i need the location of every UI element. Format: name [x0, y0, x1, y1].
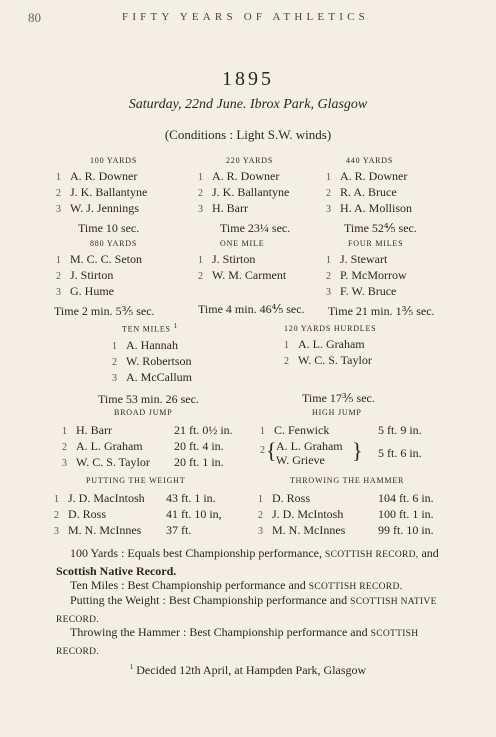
result-row	[56, 268, 196, 284]
athlete-name: A. R. Downer	[212, 169, 280, 183]
result-row	[54, 507, 254, 523]
result-row	[198, 185, 328, 201]
event-title: 440 YARDS	[346, 156, 394, 165]
position: 2	[326, 271, 331, 282]
note-text: Best Championship performance and	[168, 593, 348, 607]
position: 1	[326, 172, 331, 183]
position: 3	[54, 526, 59, 537]
result-row	[326, 284, 466, 300]
position: 1	[62, 426, 67, 437]
athlete-name: M. C. C. Seton	[70, 252, 143, 266]
event-120-yards-hurdles	[284, 324, 444, 406]
position: 2	[56, 188, 61, 199]
athlete-name: J. K. Ballantyne	[212, 185, 290, 199]
athlete-name: H. Barr	[212, 201, 248, 215]
result-row	[56, 252, 196, 268]
event-one-mile	[198, 239, 328, 317]
position: 1	[56, 255, 61, 266]
record-label: SCOTTISH RECORD.	[308, 582, 403, 592]
position: 2	[56, 271, 61, 282]
record-label: SCOTTISH RECORD.	[56, 629, 419, 657]
event-title: BROAD JUMP	[114, 408, 173, 417]
right-brace: }	[352, 438, 363, 463]
event-ten-miles	[98, 322, 248, 407]
result-row	[54, 523, 254, 539]
result-row	[56, 201, 186, 217]
result-mark: 100 ft. 1 in.	[378, 507, 434, 521]
result-row	[198, 201, 328, 217]
event-title: 100 YARDS	[90, 156, 138, 165]
result-row	[62, 455, 252, 471]
position: 3	[56, 204, 61, 215]
athlete-name: W. M. Carment	[212, 268, 287, 282]
result-row	[56, 169, 186, 185]
footnote	[0, 663, 496, 678]
running-header	[28, 10, 476, 28]
athlete-name: A. Hannah	[126, 337, 178, 352]
position: 2	[198, 271, 203, 282]
result-row	[326, 185, 466, 201]
result-row	[284, 337, 444, 353]
result-row	[112, 370, 248, 386]
event-220-yards	[198, 156, 328, 236]
position: 2	[62, 442, 67, 453]
result-row	[326, 169, 466, 185]
athlete-name: W. J. Jennings	[70, 201, 139, 215]
result-mark: 5 ft. 6 in.	[378, 446, 422, 460]
note-putting-the-weight	[56, 592, 448, 628]
result-row	[62, 423, 252, 439]
athlete-name: M. N. McInnes	[68, 523, 142, 537]
position: 2	[112, 356, 117, 368]
conditions-line: (Conditions : Light S.W. winds)	[164, 127, 332, 142]
result-row	[326, 201, 466, 217]
result-row	[258, 491, 458, 507]
note-lead: Throwing the Hammer :	[70, 625, 187, 639]
event-time: Time 21 min. 1⅗ sec.	[328, 304, 435, 318]
result-row	[198, 169, 328, 185]
result-row	[258, 523, 458, 539]
position: 1	[198, 172, 203, 183]
athlete-name: C. Fenwick	[274, 423, 330, 437]
note-lead: Ten Miles :	[70, 578, 125, 592]
position: 2	[54, 510, 59, 521]
note-text: Best Championship performance and	[127, 578, 306, 592]
footnote-text: Decided 12th April, at Hampden Park, Glasgow	[136, 663, 367, 677]
athlete-name: D. Ross	[272, 491, 311, 505]
position: 1	[198, 255, 203, 266]
athlete-name: A. R. Downer	[340, 169, 408, 183]
result-mark: 21 ft. 0½ in.	[174, 423, 233, 437]
position: 2	[284, 356, 289, 367]
athlete-name: W. C. S. Taylor	[76, 455, 150, 469]
athlete-name: J. D. McIntosh	[272, 507, 344, 521]
event-broad-jump	[62, 408, 252, 471]
note-throwing-the-hammer	[56, 624, 448, 660]
result-row	[326, 252, 466, 268]
event-putting-the-weight	[54, 476, 254, 539]
event-title: 120 YARDS HURDLES	[284, 324, 377, 333]
event-time: Time 23¼ sec.	[220, 221, 291, 235]
result-mark: 99 ft. 10 in.	[378, 523, 434, 537]
position: 3	[112, 372, 117, 384]
position: 3	[198, 204, 203, 215]
running-title: FIFTY YEARS OF ATHLETICS	[122, 11, 369, 23]
position: 2	[198, 188, 203, 199]
athlete-name: G. Hume	[70, 284, 114, 298]
result-row	[284, 353, 444, 369]
result-row	[62, 439, 252, 455]
athlete-name: H. Barr	[76, 423, 112, 437]
event-title: THROWING THE HAMMER	[290, 476, 405, 485]
event-four-miles	[326, 239, 466, 319]
athlete-name: A. L. Graham	[298, 337, 365, 351]
athlete-name: W. Robertson	[126, 353, 192, 368]
event-title: 220 YARDS	[226, 156, 274, 165]
event-time: Time 52⅘ sec.	[344, 221, 417, 235]
position: 1	[326, 255, 331, 266]
event-title: TEN MILES $^1$	[122, 322, 178, 334]
left-brace: {	[266, 438, 277, 463]
position: 1	[260, 426, 265, 437]
athlete-name: A. R. Downer	[70, 169, 138, 183]
athlete-name: M. N. McInnes	[272, 523, 346, 537]
event-880-yards	[56, 239, 196, 319]
footnote-ref: 1	[173, 322, 178, 330]
position: 3	[258, 526, 263, 537]
result-row	[54, 491, 254, 507]
event-title: PUTTING THE WEIGHT	[86, 476, 186, 485]
note-lead: Putting the Weight :	[70, 593, 166, 607]
tie-result	[260, 439, 460, 467]
athlete-name: P. McMorrow	[340, 268, 407, 282]
result-row	[326, 268, 466, 284]
event-title: HIGH JUMP	[312, 408, 362, 417]
position: 1	[54, 494, 59, 505]
record-label: SCOTTISH RECORD,	[324, 550, 419, 560]
athlete-name: F. W. Bruce	[340, 284, 397, 298]
event-440-yards	[326, 156, 466, 236]
result-mark: 104 ft. 6 in.	[378, 491, 434, 505]
year-heading: 1895	[222, 68, 274, 90]
athlete-name: A. McCallum	[126, 369, 192, 384]
result-mark: 20 ft. 1 in.	[174, 455, 224, 469]
note-text: Equals best Championship performance,	[127, 546, 322, 560]
event-title: ONE MILE	[220, 239, 265, 248]
footnote-mark: 1	[129, 663, 134, 671]
position: 1	[112, 340, 117, 352]
position: 3	[326, 287, 331, 298]
record-label: SCOTTISH NATIVE RECORD.	[56, 597, 437, 625]
position: 2	[258, 510, 263, 521]
result-row	[260, 423, 460, 439]
event-title: 880 YARDS	[90, 239, 138, 248]
note-text: and	[421, 546, 439, 560]
result-row	[112, 354, 248, 370]
position: 2	[260, 445, 265, 456]
athlete-name: W. Grieve	[276, 453, 325, 467]
page-number: 80	[28, 10, 41, 25]
event-100-yards	[56, 156, 186, 236]
event-title: FOUR MILES	[348, 239, 404, 248]
result-row	[258, 507, 458, 523]
position: 1	[56, 172, 61, 183]
athlete-name: D. Ross	[68, 507, 107, 521]
result-mark: 20 ft. 4 in.	[174, 439, 224, 453]
result-row	[198, 252, 328, 268]
athlete-name: J. K. Ballantyne	[70, 185, 148, 199]
result-row	[198, 268, 328, 284]
athlete-name: J. Stewart	[340, 252, 388, 266]
athlete-name: J. D. MacIntosh	[68, 491, 145, 505]
position: 3	[326, 204, 331, 215]
note-100-yards	[56, 545, 448, 579]
event-throwing-the-hammer	[258, 476, 458, 539]
result-row	[56, 284, 196, 300]
record-label-bold: Scottish Native Record.	[56, 564, 177, 578]
result-mark: 41 ft. 10 in,	[166, 507, 222, 521]
result-row	[56, 185, 186, 201]
note-lead: 100 Yards :	[70, 546, 125, 560]
position: 1	[258, 494, 263, 505]
event-time: Time 4 min. 46⅘ sec.	[198, 302, 305, 316]
result-mark: 37 ft.	[166, 523, 192, 537]
event-time: Time 17⅗ sec.	[302, 391, 375, 405]
position: 3	[62, 458, 67, 469]
note-text: Best Championship performance and	[189, 625, 368, 639]
result-mark: 5 ft. 9 in.	[378, 423, 422, 437]
position: 2	[326, 188, 331, 199]
athlete-name: J. Stirton	[212, 252, 256, 266]
venue-line: Saturday, 22nd June. Ibrox Park, Glasgow	[128, 97, 368, 112]
result-row	[112, 338, 248, 354]
event-time: Time 2 min. 5⅗ sec.	[54, 304, 155, 318]
athlete-name: R. A. Bruce	[340, 185, 397, 199]
athlete-name: J. Stirton	[70, 268, 114, 282]
athlete-name: W. C. S. Taylor	[298, 353, 372, 367]
result-mark: 43 ft. 1 in.	[166, 491, 216, 505]
event-time: Time 53 min. 26 sec.	[98, 391, 199, 406]
athlete-name: A. L. Graham	[76, 439, 143, 453]
athlete-name: A. L. Graham	[276, 439, 343, 453]
athlete-name: H. A. Mollison	[340, 201, 413, 215]
position: 1	[284, 340, 289, 351]
event-time: Time 10 sec.	[78, 221, 140, 235]
event-high-jump	[260, 408, 460, 468]
position: 3	[56, 287, 61, 298]
